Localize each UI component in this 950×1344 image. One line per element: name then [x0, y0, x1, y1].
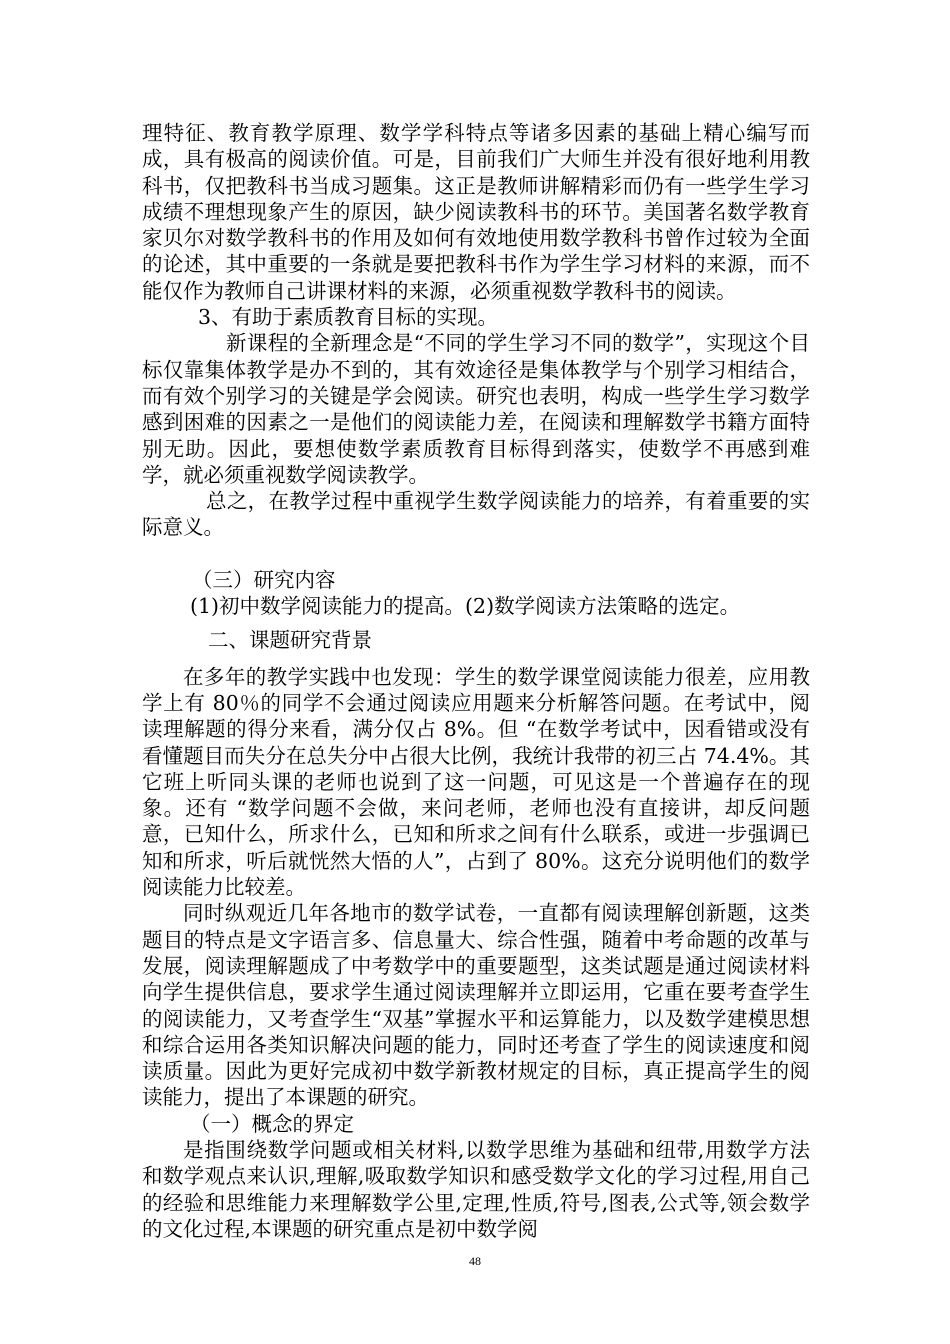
paragraph-textbook-reading: 理特征、教育教学原理、数学学科特点等诸多因素的基础上精心编写而成，具有极高的阅读价值。可是，目前我们广大师生并没有很好地利用教科书，仅把教科书当成习题集。这正是教师讲解精彩而仍有一些学生学习成绩不理想现象产生的原因，缺少阅读教科书的环节。美国著名数学教育家贝尔对数学教科书的作用及如何有效地使用数学教科书曾作过较为全面的论述，其中重要的一条就是要把教科书作为学生学习材料的来源，而不能仅作为教师自己讲课材料的来源，必须重视数学教科书的阅读。	[142, 121, 810, 303]
section-heading-definition: （一）概念的界定	[190, 1111, 354, 1136]
paragraph-definition: 是指围绕数学问题或相关材料,以数学思维为基础和纽带,用数学方法和数学观点来认识,理解,吸取数学知识和感受数学文化的学习过程,用自己的经验和思维能力来理解数学公里,定理,性质,符号,图表,公式等,领会数学的文化过程,本课题的研究重点是初中数学阅	[142, 1137, 810, 1241]
section-heading-background: 二、课题研究背景	[208, 628, 372, 653]
paragraph-new-curriculum: 新课程的全新理念是“不同的学生学习不同的数学”，实现这个目标仅靠集体教学是办不到的，其有效途径是集体教学与个别学习相结合，而有效个别学习的关键是学会阅读。研究也表明，构成一些学生学习数学感到困难的因素之一是他们的阅读能力差，在阅读和理解数学书籍方面特别无助。因此，要想使数学素质教育目标得到落实，使数学不再感到难学，就必须重视数学阅读教学。	[142, 331, 810, 487]
research-items: (1)初中数学阅读能力的提高。(2)数学阅读方法策略的选定。	[190, 594, 741, 619]
paragraph-teaching-practice: 在多年的教学实践中也发现：学生的数学课堂阅读能力很差，应用教学上有 80％的同学不会通过阅读应用题来分析解答问题。在考试中，阅读理解题的得分来看，满分仅占 8%。但 “在数学考试中，因看错或没有看懂题目而失分在总失分中占很大比例，我统计我带的初三占 74.4%。其它班上听同头课的老师也说到了这一问题，可见这是一个普遍存在的现象。还有 “数学问题不会做，来问老师，老师也没有直接讲，却反问题意，已知什么，所求什么，已知和所求之间有什么联系，或进一步强调已知和所求，听后就恍然大悟的人”，占到了 80%。这充分说明他们的数学阅读能力比较差。	[142, 664, 810, 900]
document-body	[142, 120, 810, 1242]
paragraph-summary: 总之，在教学过程中重视学生数学阅读能力的培养，有着重要的实际意义。	[142, 489, 810, 540]
section-heading-research-content: （三）研究内容	[192, 567, 336, 592]
page-number: 48	[469, 1254, 481, 1268]
paragraph-exam-trends: 同时纵观近几年各地市的数学试卷，一直都有阅读理解创新题，这类题目的特点是文字语言多、信息量大、综合性强，随着中考命题的改革与发展，阅读理解题成了中考数学中的重要题型，这类试题是通过阅读材料向学生提供信息，要求学生通过阅读理解并立即运用，它重在要考查学生的阅读能力，又考查学生“双基”掌握水平和运算能力，以及数学建模思想和综合运用各类知识解决问题的能力，同时还考查了学生的阅读速度和阅读质量。因此为更好完成初中数学新教材规定的目标，真正提高学生的阅读能力，提出了本课题的研究。	[142, 901, 810, 1110]
point-heading-quality-education: 3、有助于素质教育目标的实现。	[198, 305, 499, 330]
